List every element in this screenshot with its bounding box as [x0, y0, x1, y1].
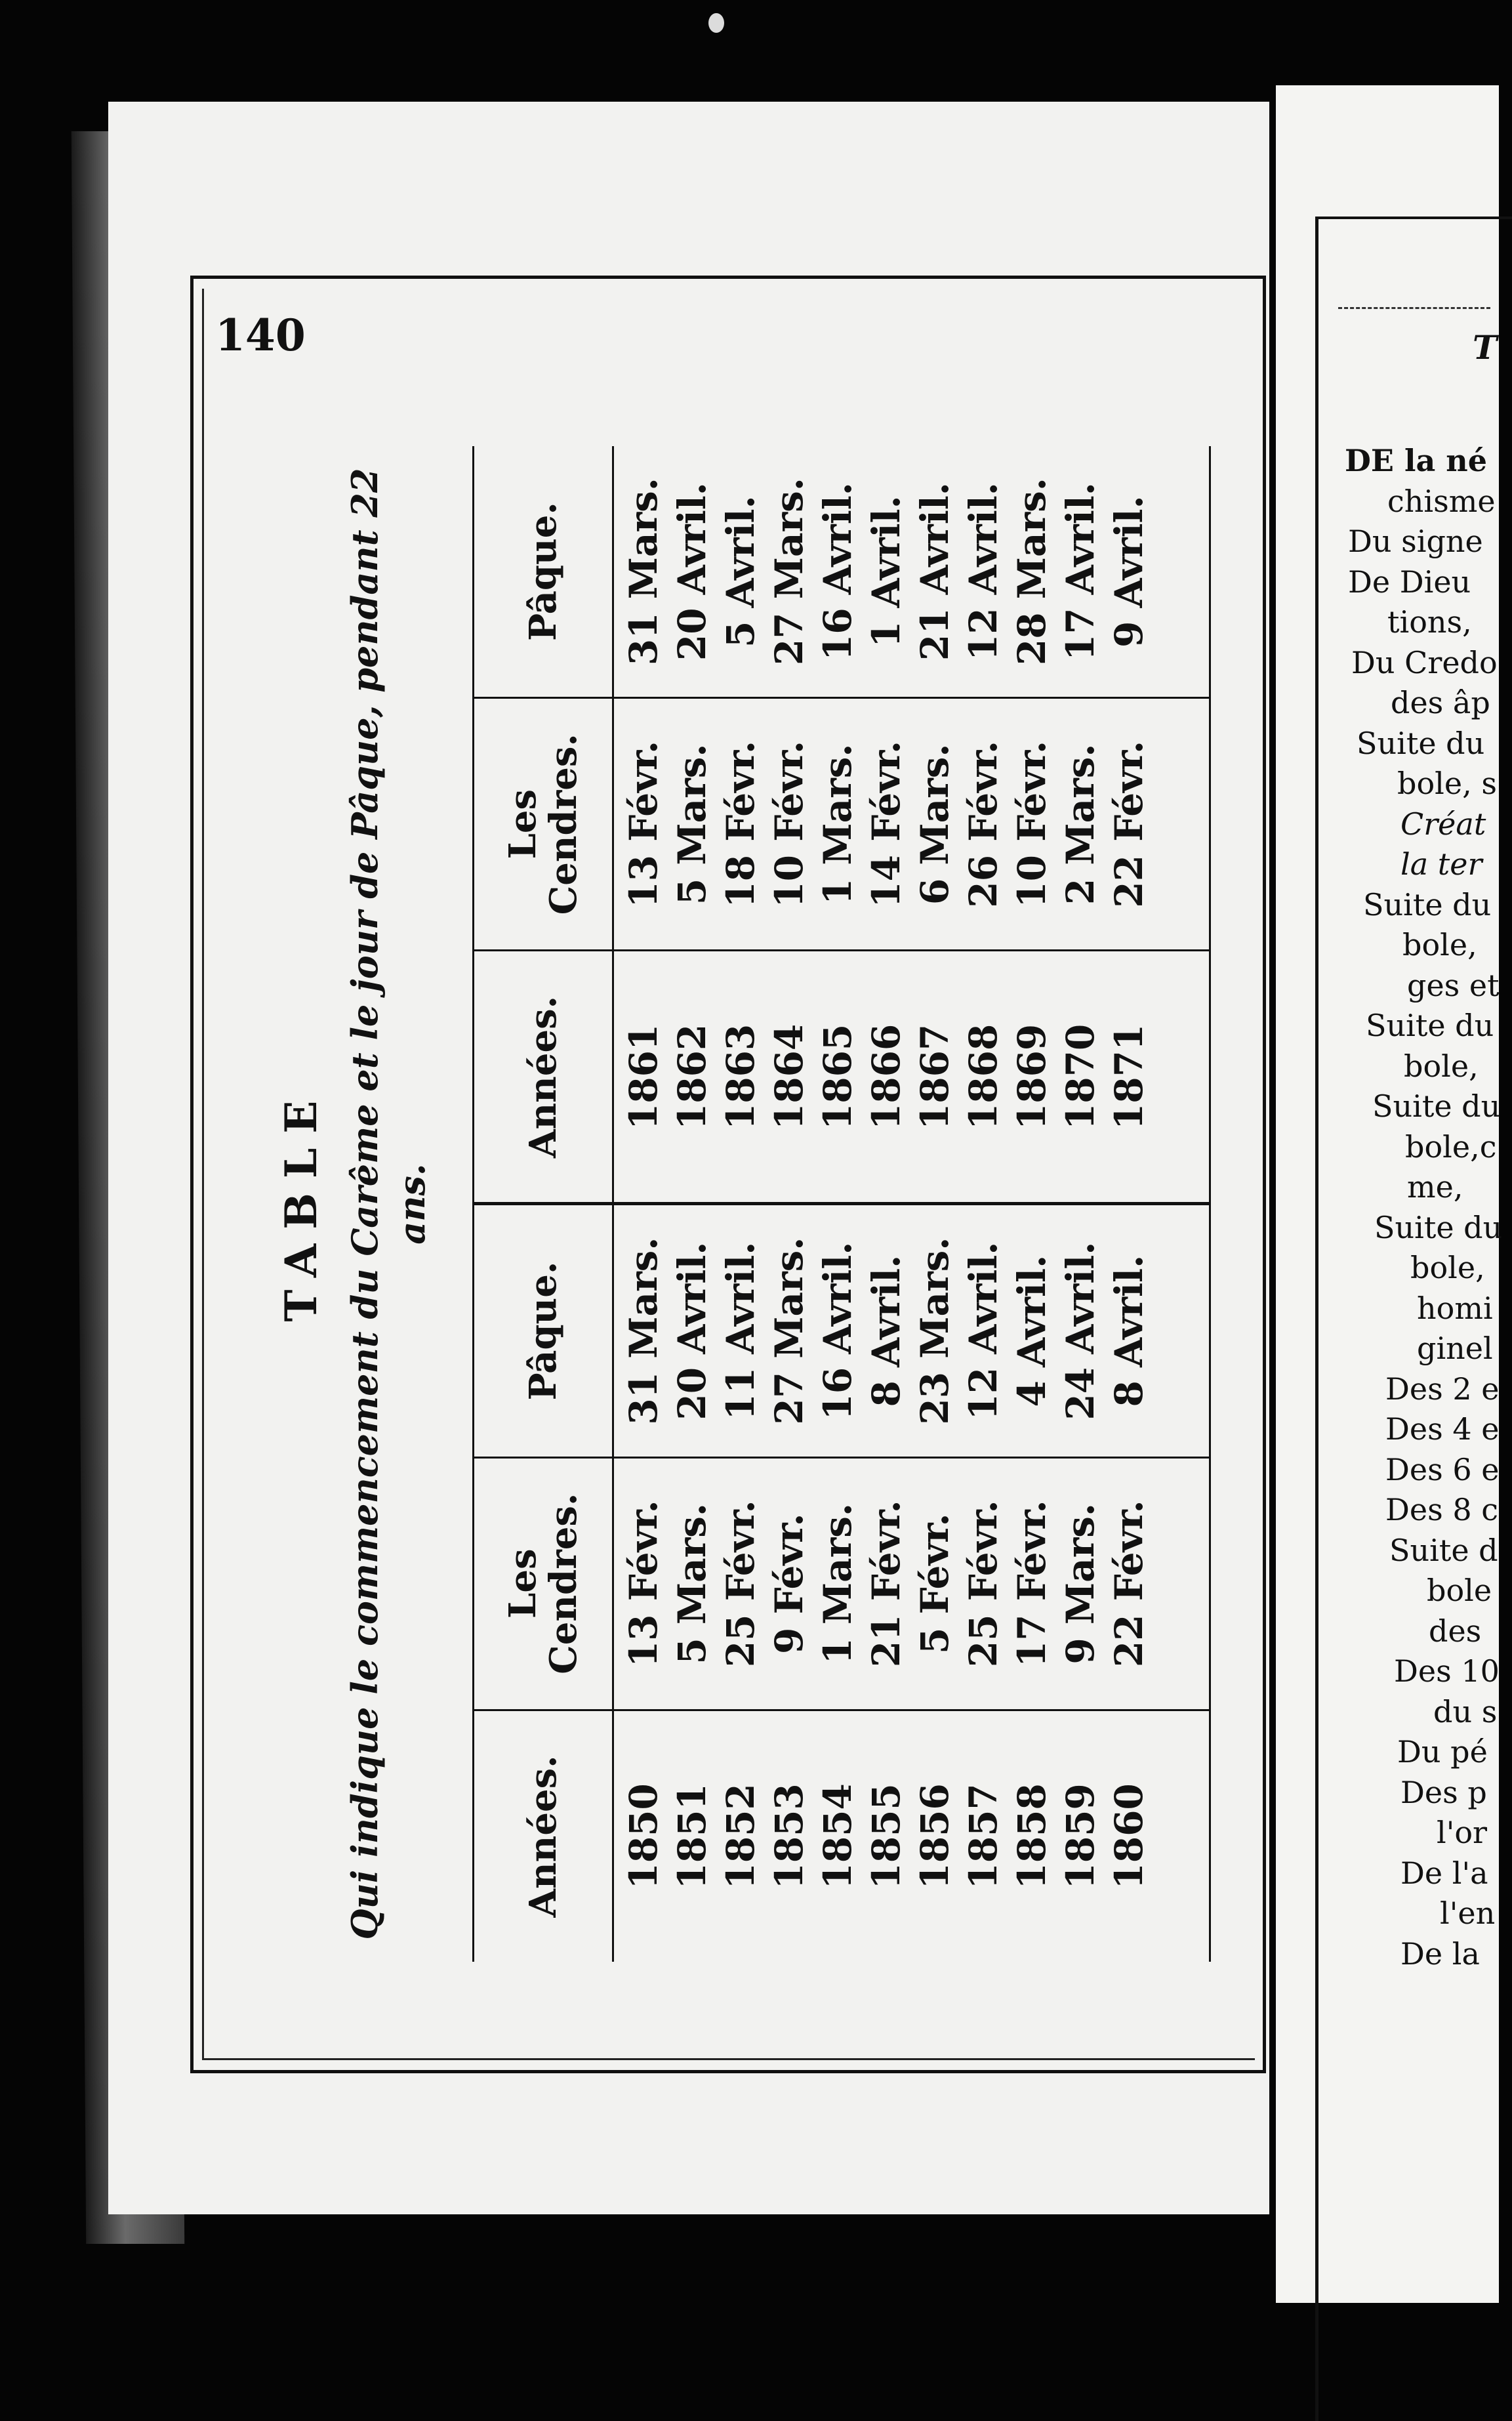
- toc-entry: homi: [1417, 1290, 1493, 1326]
- column-years: [474, 951, 1209, 1202]
- table-cell: 21 Avril.: [912, 482, 957, 661]
- table-cell: 1867: [912, 1024, 957, 1130]
- table-cell: 25 Févr.: [961, 1500, 1006, 1668]
- table-cell: 1852: [718, 1783, 763, 1890]
- table-cell: 10 Févr.: [1010, 740, 1054, 908]
- table-cell: 13 Févr.: [621, 740, 666, 908]
- toc-entry: chisme: [1387, 483, 1496, 519]
- toc-entry: tions,: [1387, 604, 1472, 640]
- table-cell: 9 Mars.: [1058, 1502, 1103, 1665]
- toc-entry: bole,: [1402, 927, 1477, 962]
- table-cell: 5 Mars.: [670, 1502, 714, 1665]
- toc-entry: Des 6 e: [1385, 1451, 1500, 1487]
- header-years: Années.: [474, 1711, 614, 1962]
- table-cell: 22 Févr.: [1107, 1500, 1151, 1668]
- table-cell: 1865: [815, 1024, 860, 1130]
- table-cell: 21 Févr.: [864, 1500, 909, 1668]
- header-cendres: Les Cendres.: [474, 1459, 614, 1709]
- toc-entry: bole: [1427, 1573, 1492, 1608]
- toc-entry: ges et: [1407, 967, 1500, 1003]
- table-cell: 1868: [961, 1024, 1006, 1130]
- rotated-table-block: [276, 446, 1259, 1962]
- table-cell: 8 Avril.: [864, 1254, 909, 1407]
- toc-entry: Suite du: [1363, 886, 1492, 922]
- table-cell: 5 Avril.: [718, 495, 763, 648]
- table-cell: 16 Avril.: [815, 1241, 860, 1420]
- toc-entry: Du pé: [1397, 1734, 1488, 1769]
- table-cell: 4 Avril.: [1010, 1254, 1054, 1407]
- toc-entry: De Dieu: [1348, 564, 1471, 600]
- cells: [614, 1459, 1153, 1709]
- table-cell: 1854: [815, 1783, 860, 1890]
- table-cell: 1855: [864, 1783, 909, 1890]
- table-cell: 31 Mars.: [621, 1237, 666, 1425]
- cells: [614, 699, 1153, 949]
- toc-entry: l'or: [1437, 1815, 1488, 1850]
- table-cell: 27 Mars.: [767, 1237, 811, 1425]
- table-cell: 24 Avril.: [1058, 1241, 1103, 1420]
- toc-entry: des âp: [1391, 685, 1490, 720]
- column-paque: [474, 1205, 1209, 1458]
- toc-entry: Des 2 e: [1385, 1371, 1500, 1407]
- table-cell: 10 Févr.: [767, 740, 811, 908]
- table-cell: 1857: [961, 1783, 1006, 1890]
- table-cell: 9 Févr.: [767, 1513, 811, 1655]
- table-cell: 23 Mars.: [912, 1237, 957, 1425]
- table-right-half: [474, 446, 1209, 1206]
- toc-entry: du s: [1433, 1693, 1498, 1729]
- table-cell: 1860: [1107, 1783, 1151, 1890]
- table-cell: 27 Mars.: [767, 478, 811, 666]
- toc-entry: Du Credo: [1351, 644, 1498, 680]
- toc-entry: Des 8 c: [1385, 1492, 1498, 1527]
- toc-entry: Du signe: [1348, 524, 1483, 559]
- table-cell: 1 Mars.: [815, 743, 860, 905]
- table-cell: 1869: [1010, 1024, 1054, 1130]
- table-cell: 1864: [767, 1024, 811, 1130]
- table-cell: 1 Mars.: [815, 1502, 860, 1665]
- toc-entry: De l'a: [1400, 1855, 1488, 1891]
- table-cell: 20 Avril.: [670, 482, 714, 661]
- cells: [614, 1711, 1153, 1962]
- column-cendres: [474, 1459, 1209, 1711]
- table-cell: 6 Mars.: [912, 743, 957, 905]
- table-cell: 26 Févr.: [961, 740, 1006, 908]
- scan-artifact: [708, 13, 724, 33]
- table-cell: 12 Avril.: [961, 482, 1006, 661]
- table-cell: 16 Avril.: [815, 482, 860, 661]
- toc-entry: ginel: [1417, 1331, 1493, 1366]
- toc-entry: Suite d: [1389, 1532, 1498, 1568]
- table-title: TABLE: [276, 1086, 327, 1322]
- toc-entry: des: [1429, 1613, 1482, 1649]
- table-cell: 13 Févr.: [621, 1500, 666, 1668]
- table-cell: 1850: [621, 1783, 666, 1890]
- table-cell: 18 Févr.: [718, 740, 763, 908]
- toc-entry: l'en: [1440, 1895, 1496, 1931]
- table-cell: 5 Févr.: [912, 1513, 957, 1655]
- table-cell: 1851: [670, 1783, 714, 1890]
- toc-entry: De la: [1400, 1935, 1480, 1972]
- table-cell: 1859: [1058, 1783, 1103, 1890]
- toc-entry: DE la né: [1345, 443, 1487, 478]
- toc-entry: Des 4 e: [1385, 1411, 1500, 1447]
- table-cell: 17 Févr.: [1010, 1500, 1054, 1668]
- toc-entry: Suite du: [1372, 1088, 1501, 1124]
- table-cell: 31 Mars.: [621, 478, 666, 666]
- page-number: 140: [215, 310, 306, 361]
- table-cell: 5 Mars.: [670, 743, 714, 905]
- cells: [614, 951, 1153, 1202]
- table-cell: 9 Avril.: [1107, 495, 1151, 648]
- toc-entry: Suite du: [1374, 1209, 1503, 1245]
- table-cell: 8 Avril.: [1107, 1254, 1151, 1407]
- table-cell: 17 Avril.: [1058, 482, 1103, 661]
- table-subtitle: Qui indique le commencement du Carême et le jour de Pâque, pendant 22 ans.: [344, 468, 433, 1940]
- toc-entry: bole,c: [1405, 1128, 1497, 1165]
- header-cendres: Les Cendres.: [474, 699, 614, 949]
- table-cell: 1858: [1010, 1783, 1054, 1890]
- toc-entry: Créat: [1400, 806, 1486, 842]
- table-cell: 11 Avril.: [718, 1241, 763, 1420]
- header-paque: Pâque.: [474, 446, 614, 697]
- column-paque: [474, 446, 1209, 699]
- column-years: [474, 1711, 1209, 1962]
- right-page-heading: T: [1473, 328, 1498, 367]
- table-cell: 1863: [718, 1024, 763, 1130]
- header-paque: Pâque.: [474, 1205, 614, 1456]
- toc-entry: la ter: [1400, 846, 1482, 882]
- easter-table: [472, 446, 1211, 1962]
- toc-entry: Suite du: [1357, 725, 1485, 761]
- table-cell: 1861: [621, 1024, 666, 1130]
- cells: [614, 446, 1153, 697]
- table-cell: 1 Avril.: [864, 495, 909, 648]
- toc-entry: Des 10: [1394, 1653, 1500, 1689]
- toc-entry: Suite du: [1366, 1008, 1494, 1043]
- table-cell: 20 Avril.: [670, 1241, 714, 1420]
- toc-entry: me,: [1407, 1169, 1463, 1205]
- table-cell: 12 Avril.: [961, 1241, 1006, 1420]
- table-cell: 2 Mars.: [1058, 743, 1103, 905]
- toc-entry: bole, s: [1397, 766, 1497, 801]
- table-cell: 28 Mars.: [1010, 478, 1054, 666]
- toc-entry: Des p: [1400, 1774, 1487, 1810]
- toc-entry: bole,: [1404, 1048, 1479, 1084]
- table-cell: 1853: [767, 1783, 811, 1890]
- cells: [614, 1205, 1153, 1456]
- table-cell: 1870: [1058, 1024, 1103, 1130]
- table-cell: 1856: [912, 1783, 957, 1890]
- table-cell: 14 Févr.: [864, 740, 909, 908]
- header-years: Années.: [474, 951, 614, 1202]
- table-cell: 1866: [864, 1024, 909, 1130]
- table-left-half: [474, 1206, 1209, 1962]
- table-cell: 25 Févr.: [718, 1500, 763, 1668]
- column-cendres: [474, 699, 1209, 951]
- right-page-ornament: [1338, 307, 1490, 316]
- table-cell: 1871: [1107, 1024, 1151, 1130]
- toc-entry: bole,: [1410, 1250, 1485, 1285]
- table-cell: 22 Févr.: [1107, 740, 1151, 908]
- table-cell: 1862: [670, 1024, 714, 1130]
